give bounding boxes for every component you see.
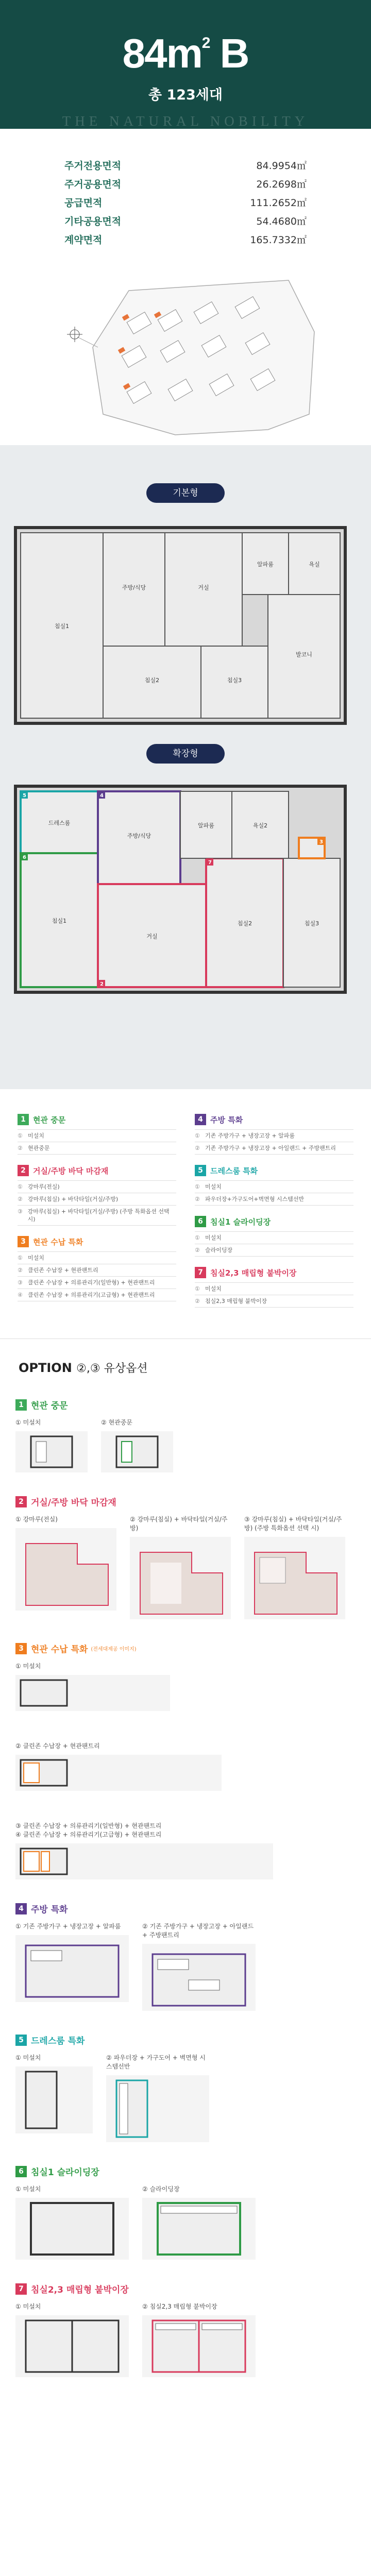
option-title-text: 현관 수납 특화 (31, 1645, 88, 1655)
option-heading (19, 1360, 356, 1376)
area-value: 54.4680㎡ (256, 215, 307, 227)
legend-title-text: 거실/주방 바닥 마감재 (33, 1166, 109, 1176)
type-unit: m (166, 30, 202, 76)
legend-item-text: 기존 주방가구 + 냉장고장 + 아일랜드 + 주방팬트리 (205, 1145, 336, 1151)
option-card-image (15, 1935, 129, 2002)
legend-item-text: 현관중문 (28, 1145, 50, 1151)
room-label: 침실3 (227, 677, 242, 684)
marker-6: 6 (23, 855, 26, 860)
option-cards (15, 1515, 356, 1619)
option-card (15, 1662, 170, 1711)
room-label: 알파룸 (257, 561, 274, 568)
area-table (0, 129, 371, 248)
legend-item-index: ② (195, 1298, 200, 1304)
area-value: 165.7332㎡ (250, 234, 307, 246)
option-title (15, 2282, 356, 2295)
legend-item-index: ① (195, 1234, 200, 1241)
option-card (101, 1418, 173, 1472)
site-plan-drawing (0, 260, 371, 445)
option-title-text: 주방 특화 (31, 1905, 68, 1915)
legend-title (18, 1165, 176, 1176)
option-card-caption: ① 미설치 (15, 2185, 41, 2193)
legend-items (195, 1282, 353, 1308)
extended-plan-label-wrap (0, 744, 371, 764)
area-value: 84.9954㎡ (256, 160, 307, 172)
area-value: 111.2652㎡ (250, 197, 307, 209)
legend-title (195, 1114, 353, 1125)
legend-item-text: 파우더장+가구도어+벽면형 시스템선반 (205, 1196, 304, 1202)
legend-item-index: ① (18, 1255, 23, 1261)
option-cards (15, 1922, 356, 2011)
legend-title (195, 1216, 353, 1227)
option-cards (15, 2302, 356, 2377)
room-label: 드레스룸 (48, 820, 71, 826)
option-card-image (244, 1537, 345, 1619)
legend-items (18, 1251, 176, 1301)
legend-item (18, 1252, 176, 1264)
option-card-caption: ① 미설치 (15, 2054, 41, 2061)
option-card-image (142, 2315, 256, 2377)
legend-title-text: 침실1 슬라이딩장 (210, 1217, 271, 1227)
option-card (15, 1822, 273, 1879)
option-card (106, 2054, 209, 2142)
legend-item (195, 1142, 353, 1155)
legend-item-index: ③ (18, 1279, 23, 1286)
legend-item-text: 미설치 (28, 1255, 44, 1261)
legend-item (195, 1232, 353, 1244)
legend-item-text: 미설치 (205, 1183, 222, 1190)
option-6-sliding-closet (15, 2165, 356, 2260)
room-label: 거실 (146, 933, 158, 940)
area-row (64, 174, 307, 193)
option-card-image (15, 1675, 170, 1711)
option-title (15, 1902, 356, 1915)
legend-item-index: ③ (18, 1208, 23, 1215)
legend-item (18, 1206, 176, 1226)
units-total: 총 123세대 (148, 87, 223, 103)
option-card-caption: ① 미설치 (15, 1419, 41, 1426)
option-title (15, 1398, 356, 1411)
legend-item-text: 클린존 수납장 + 의류관리기(일반형) + 현관팬트리 (28, 1279, 155, 1286)
option-card (15, 1742, 222, 1791)
option-number: 4 (15, 1903, 27, 1914)
legend-item-text: 침실2,3 매립형 붙박이장 (205, 1298, 267, 1304)
legend-title-text: 드레스룸 특화 (210, 1166, 258, 1176)
legend-item (18, 1264, 176, 1277)
compass-icon (67, 327, 82, 342)
legend-items (195, 1129, 353, 1155)
option-card-image (15, 1528, 116, 1611)
option-title (15, 1495, 356, 1508)
room-label: 알파룸 (198, 822, 214, 829)
area-row (64, 230, 307, 248)
option-title-text: 침실1 슬라이딩장 (31, 2167, 99, 2178)
option-3-entrance-storage (15, 1642, 356, 1879)
marker-4: 4 (100, 793, 104, 799)
option-card-image (101, 1431, 173, 1472)
legend-title-text: 현관 수납 특화 (33, 1237, 83, 1247)
option-cards (15, 2054, 356, 2142)
legend-item-text: 강마루(침실) + 바닥타일(거실/주방) (28, 1196, 119, 1202)
option-card-image (15, 1843, 273, 1879)
legend-item-text: 기존 주방가구 + 냉장고장 + 알파룸 (205, 1132, 295, 1139)
legend-item-text: 강마루(전실) (28, 1183, 60, 1190)
option-card-caption: ③ 클린존 수납장 + 의류관리기(일반형) + 현관팬트리 (15, 1822, 162, 1829)
option-title-text: 드레스룸 특화 (31, 2036, 85, 2046)
option-card-caption: ④ 클린존 수납장 + 의류관리기(고급형) + 현관팬트리 (15, 1831, 162, 1838)
option-card-image (130, 1537, 231, 1619)
marker-5: 5 (23, 793, 26, 799)
option-card-caption: ② 기존 주방가구 + 냉장고장 + 아일랜드 + 주방팬트리 (142, 1923, 254, 1939)
legend-number: 4 (195, 1114, 206, 1125)
legend-item (195, 1244, 353, 1257)
basic-plan-label: 기본형 (146, 483, 225, 503)
legend-title-text: 현관 중문 (33, 1115, 66, 1125)
option-card (142, 2302, 256, 2377)
legend-item-index: ② (18, 1145, 23, 1151)
option-2-floor-finish (15, 1495, 356, 1619)
legend-item (195, 1181, 353, 1193)
legend-number: 1 (18, 1114, 29, 1125)
option-card-image (106, 2075, 209, 2142)
legend-item (18, 1193, 176, 1206)
option-card (15, 1515, 116, 1619)
legend-item (195, 1130, 353, 1142)
legend-item (195, 1295, 353, 1308)
room-label: 침실2 (237, 920, 252, 927)
option-number: 6 (15, 2166, 27, 2177)
type-number: 84 (122, 30, 166, 76)
legend-item (18, 1130, 176, 1142)
option-card-image (15, 2066, 93, 2133)
legend-item-text: 클린존 수납장 + 현관팬트리 (28, 1267, 98, 1274)
legend-title (18, 1114, 176, 1125)
legend-item-index: ① (195, 1183, 200, 1190)
legend-item (195, 1193, 353, 1206)
legend-items (18, 1180, 176, 1226)
extended-floor-plan-drawing (10, 776, 361, 1013)
legend-number: 3 (18, 1236, 29, 1247)
option-card (15, 2054, 93, 2142)
legend-number: 6 (195, 1216, 206, 1227)
legend-items (18, 1129, 176, 1155)
extended-floor-plan (10, 776, 361, 1013)
option-card (15, 1922, 129, 2011)
option-card-caption: ② 파우더장 + 가구도어 + 벽면형 시스템선반 (106, 2054, 206, 2070)
option-card-image (142, 1944, 256, 2011)
option-card-caption: ② 클린존 수납장 + 현관팬트리 (15, 1742, 100, 1750)
option-number: 7 (15, 2283, 27, 2295)
legend-item-index: ② (18, 1196, 23, 1202)
option-note: (전세대제공 이미지) (91, 1647, 137, 1652)
option-number: 5 (15, 2035, 27, 2046)
option-cards (15, 2185, 356, 2260)
legend-title (18, 1236, 176, 1247)
option-card-caption: ② 현관중문 (101, 1419, 132, 1426)
option-title (15, 2165, 356, 2178)
legend-item-text: 미설치 (205, 1285, 222, 1292)
option-heading-text: OPTION (19, 1361, 72, 1375)
legend-item-index: ① (195, 1285, 200, 1292)
type-unit-sup: 2 (201, 35, 210, 52)
option-card (244, 1515, 345, 1619)
legend-number: 5 (195, 1165, 206, 1176)
option-5-dressroom (15, 2033, 356, 2142)
area-value: 26.2698㎡ (256, 178, 307, 190)
basic-floor-plan (10, 517, 361, 744)
option-heading-sub: ②,③ 유상옵션 (76, 1362, 148, 1375)
legend-items (195, 1180, 353, 1206)
option-legend (0, 1089, 371, 1338)
option-card-caption: ① 기존 주방가구 + 냉장고장 + 알파룸 (15, 1923, 121, 1930)
room-label: 욕실2 (252, 822, 268, 829)
option-card (15, 2302, 129, 2377)
extended-plan-label: 확장형 (146, 744, 225, 764)
legend-item-text: 미설치 (28, 1132, 44, 1139)
option-title-text: 거실/주방 바닥 마감재 (31, 1498, 116, 1508)
basic-plan-label-wrap (0, 483, 371, 503)
room-label: 침실1 (54, 623, 70, 630)
legend-item-index: ① (18, 1183, 23, 1190)
legend-title-text: 침실2,3 매립형 붙박이장 (210, 1268, 297, 1278)
option-1-entrance-door (15, 1398, 356, 1472)
option-card-image (15, 1431, 88, 1472)
legend-column-left (18, 1114, 176, 1308)
legend-item-index: ② (195, 1247, 200, 1253)
site-plan (0, 260, 371, 445)
legend-item-text: 클린존 수납장 + 의류관리기(고급형) + 현관팬트리 (28, 1292, 155, 1298)
area-row (64, 156, 307, 174)
option-card-image (15, 1755, 222, 1791)
slogan: THE NATURAL NOBILITY (62, 113, 309, 129)
legend-items (195, 1231, 353, 1257)
option-number: 2 (15, 1496, 27, 1507)
legend-item-index: ② (195, 1196, 200, 1202)
legend-item-text: 슬라이딩장 (205, 1247, 233, 1253)
option-card (130, 1515, 231, 1619)
option-section (0, 1338, 371, 2408)
option-title (15, 1642, 356, 1655)
room-label: 침실1 (52, 918, 67, 924)
option-number: 1 (15, 1399, 27, 1411)
option-title (15, 2033, 356, 2046)
basic-floor-plan-drawing (10, 517, 361, 744)
option-card (142, 2185, 256, 2260)
marker-2: 2 (100, 981, 104, 987)
room-label: 침실2 (144, 677, 160, 684)
floor-plans (0, 445, 371, 1089)
option-cards (15, 1418, 356, 1472)
option-card (15, 1418, 88, 1472)
room-label: 거실 (198, 584, 209, 591)
legend-title-text: 주방 특화 (210, 1115, 243, 1125)
room-label: 발코니 (296, 651, 312, 658)
type-letter: B (220, 30, 249, 76)
option-card-caption: ① 강마루(전실) (15, 1516, 58, 1523)
legend-title (195, 1267, 353, 1278)
area-label: 주거공용면적 (64, 178, 122, 190)
legend-item-index: ④ (18, 1292, 23, 1298)
legend-number: 7 (195, 1267, 206, 1278)
area-label: 공급면적 (64, 197, 103, 209)
option-card (15, 2185, 129, 2260)
option-number: 3 (15, 1643, 27, 1654)
option-4-kitchen (15, 1902, 356, 2011)
option-card-image (15, 2315, 129, 2377)
legend-item (18, 1142, 176, 1155)
area-label: 주거전용면적 (64, 160, 122, 172)
marker-7: 7 (208, 860, 212, 866)
option-card-caption: ② 강마루(침실) + 바닥타일(거실/주방) (130, 1516, 228, 1532)
option-card-caption: ② 슬라이딩장 (142, 2185, 180, 2193)
area-label: 계약면적 (64, 234, 103, 246)
legend-item-index: ② (195, 1145, 200, 1151)
bottom-spacer (15, 2377, 356, 2408)
unit-type-title (0, 30, 371, 77)
option-title-text: 현관 중문 (31, 1401, 68, 1411)
option-card-caption: ② 침실2,3 매립형 붙박이장 (142, 2303, 217, 2310)
option-card-caption: ① 미설치 (15, 1663, 41, 1670)
room-label: 주방/식당 (122, 584, 146, 591)
legend-item-index: ① (195, 1132, 200, 1139)
legend-column-right (195, 1114, 353, 1308)
option-title-text: 침실2,3 매립형 붙박이장 (31, 2285, 129, 2295)
legend-item (18, 1277, 176, 1289)
area-label: 기타공용면적 (64, 215, 122, 227)
option-card-image (142, 2198, 256, 2260)
marker-3: 3 (319, 839, 323, 845)
room-label: 욕실 (309, 561, 320, 568)
option-card-caption: ① 미설치 (15, 2303, 41, 2310)
legend-item (18, 1181, 176, 1193)
option-card (142, 1922, 256, 2011)
legend-item-index: ② (18, 1267, 23, 1274)
legend-item-index: ① (18, 1132, 23, 1139)
option-7-built-in-wardrobe (15, 2282, 356, 2377)
legend-item (195, 1283, 353, 1295)
area-row (64, 211, 307, 230)
room-label: 침실3 (304, 920, 319, 927)
legend-title (195, 1165, 353, 1176)
legend-item-text: 미설치 (205, 1234, 222, 1241)
option-card-image (15, 2198, 129, 2260)
legend-item-text: 강마루(침실) + 바닥타일(거실/주방) (주방 특화옵션 선택 시) (27, 1208, 170, 1223)
legend-number: 2 (18, 1165, 29, 1176)
area-row (64, 193, 307, 211)
room-label: 주방/식당 (127, 833, 151, 839)
type-header (0, 0, 371, 129)
legend-item (18, 1289, 176, 1301)
option-card-caption: ③ 강마루(침실) + 바닥타일(거실/주방) (주방 특화옵션 선택 시) (244, 1516, 342, 1532)
